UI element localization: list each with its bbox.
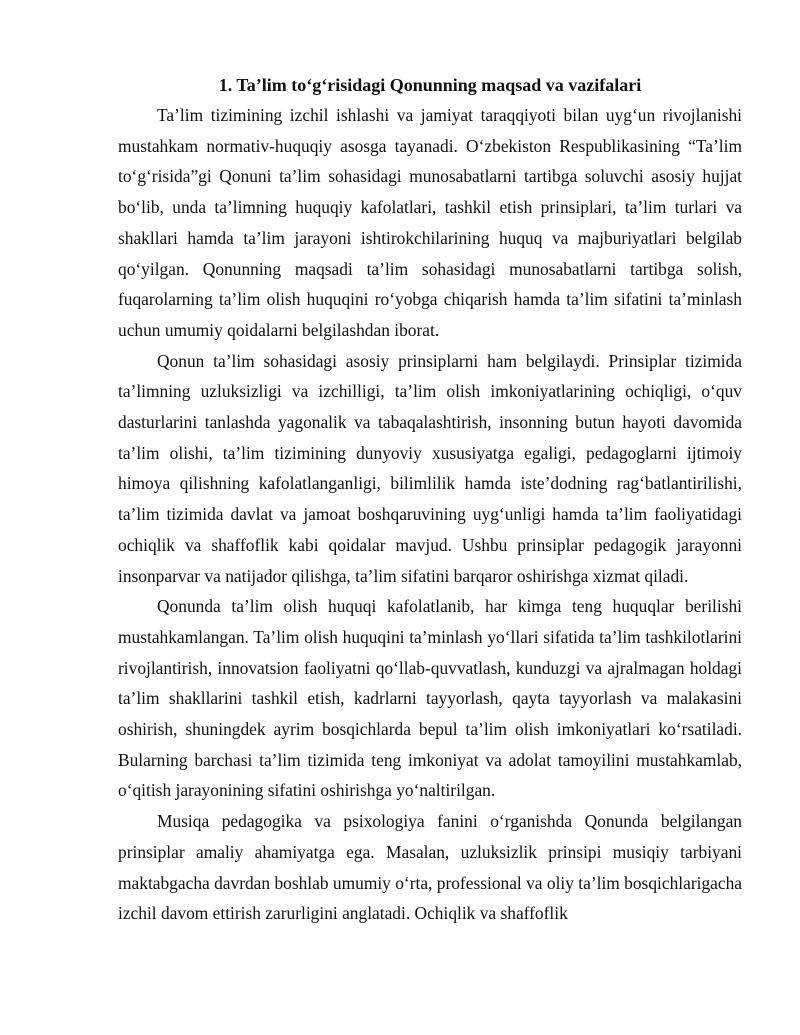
paragraph-music-pedagogy: Musiqa pedagogika va psixologiya fanini o‘rganishda Qonunda belgilangan prinsiplar amaliy ahamiyatga ega. Masalan, uzluksizlik prinsipi musiqiy tarbiyani maktabgacha davrdan boshlab umumiy o‘rta, professional va oliy ta’lim bosqichlarigacha izchil davom ettirish zarurligini anglatadi. Ochiqlik va shaffoflik xyxy=(118,811,742,924)
document-body xyxy=(118,70,742,929)
paragraph-rights: Qonunda ta’lim olish huquqi kafolatlanib, har kimga teng huquqlar berilishi mustahkamlangan. Ta’lim olish huquqini ta’minlash yo‘llari sifatida ta’lim tashkilotlarini rivojlantirish, innovatsion faoliyatni qo‘llab-quvvatlash, kunduzgi va ajralmagan holdagi ta’lim shakllarini tashkil etish, kadrlarni tayyorlash, qayta tayyorlash va malakasini oshirish, shuningdek ayrim bosqichlarda bepul ta’lim olish imkoniyatlari ko‘rsatiladi. Bularning barchasi ta’lim tizimida teng imkoniyat va adolat tamoyilini mustahkamlab, o‘qitish jarayonining sifatini oshirishga yo‘naltirilgan. xyxy=(118,596,742,801)
paragraph-intro: Ta’lim tizimining izchil ishlashi va jamiyat taraqqiyoti bilan uyg‘un rivojlanishi mustahkam normativ-huquqiy asosga tayanadi. O‘zbekiston Respublikasining “Ta’lim to‘g‘risida”gi Qonuni ta’lim sohasidagi munosabatlarni tartibga soluvchi asosiy hujjat bo‘lib, unda ta’limning huquqiy kafolatlari, tashkil etish prinsiplari, ta’lim turlari va shakllari hamda ta’lim jarayoni ishtirokchilarining huquq va majburiyatlari belgilab qo‘yilgan. Qonunning maqsadi ta’lim sohasidagi munosabatlarni tartibga solish, fuqarolarning ta’lim olish huquqini ro‘yobga chiqarish hamda ta’lim sifatini ta’minlash uchun umumiy qoidalarni belgilashdan iborat. xyxy=(118,105,742,340)
section-title: 1. Ta’lim to‘g‘risidagi Qonunning maqsad va vazifalari xyxy=(218,75,642,95)
paragraph-principles: Qonun ta’lim sohasidagi asosiy prinsiplarni ham belgilaydi. Prinsiplar tizimida ta’limning uzluksizligi va izchilligi, ta’lim olish imkoniyatlarining ochiqligi, o‘quv dasturlarini tanlashda yagonalik va tabaqalashtirish, insonning butun hayoti davomida ta’lim olishi, ta’lim tizimining dunyoviy xususiyatga egaligi, pedagoglarni ijtimoiy himoya qilishning kafolatlanganligi, bilimlilik hamda iste’dodning rag‘batlantirilishi, ta’lim tizimida davlat va jamoat boshqaruvining uyg‘unligi hamda ta’lim faoliyatidagi ochiqlik va shaffoflik kabi qoidalar mavjud. Ushbu prinsiplar pedagogik jarayonni insonparvar va natijador qilishga, ta’lim sifatini barqaror oshirishga xizmat qiladi. xyxy=(118,350,742,586)
